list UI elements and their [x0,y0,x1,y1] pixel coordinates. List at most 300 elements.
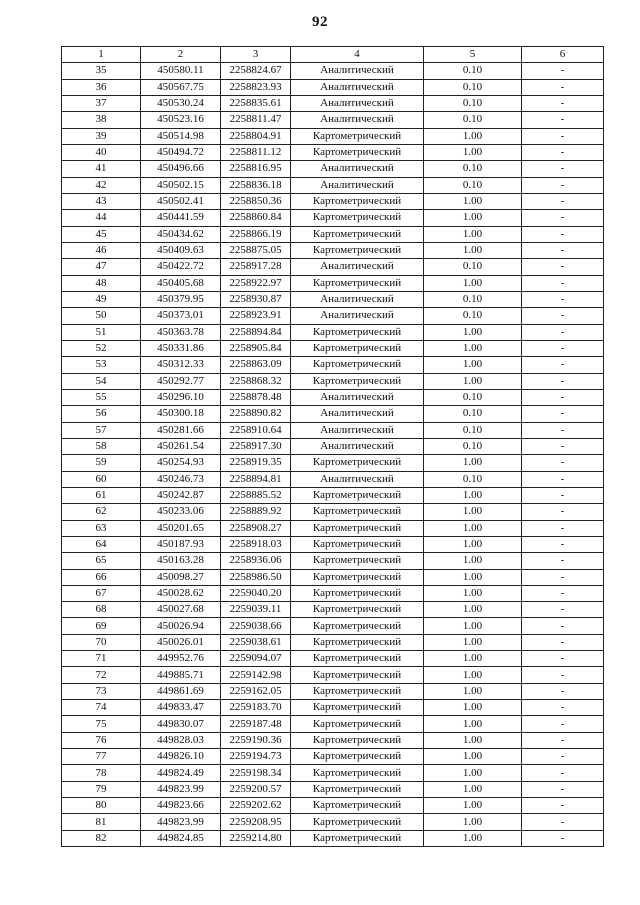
point-number-cell: 75 [62,716,141,732]
accuracy-cell: 0.10 [424,177,522,193]
accuracy-cell: 1.00 [424,324,522,340]
table-row [62,210,604,226]
method-cell: Картометрический [291,520,424,536]
x-coordinate-cell: 449885.71 [141,667,221,683]
x-coordinate-cell: 450409.63 [141,242,221,258]
x-coordinate-cell: 449824.49 [141,765,221,781]
accuracy-cell: 1.00 [424,618,522,634]
table-row [62,830,604,846]
y-coordinate-cell: 2258868.32 [221,373,291,389]
method-cell: Картометрический [291,357,424,373]
y-coordinate-cell: 2259039.11 [221,602,291,618]
note-cell: - [522,536,604,552]
method-cell: Картометрический [291,226,424,242]
note-cell: - [522,406,604,422]
table-row [62,814,604,830]
point-number-cell: 40 [62,144,141,160]
note-cell: - [522,112,604,128]
table-row [62,177,604,193]
y-coordinate-cell: 2259094.07 [221,651,291,667]
point-number-cell: 41 [62,161,141,177]
table-row [62,161,604,177]
accuracy-cell: 1.00 [424,242,522,258]
point-number-cell: 54 [62,373,141,389]
table-row [62,700,604,716]
method-cell: Аналитический [291,112,424,128]
accuracy-cell: 1.00 [424,700,522,716]
table-row [62,585,604,601]
point-number-cell: 63 [62,520,141,536]
point-number-cell: 39 [62,128,141,144]
accuracy-cell: 1.00 [424,749,522,765]
note-cell: - [522,144,604,160]
x-coordinate-cell: 450163.28 [141,553,221,569]
x-coordinate-cell: 450530.24 [141,95,221,111]
x-coordinate-cell: 450580.11 [141,63,221,79]
method-cell: Картометрический [291,569,424,585]
method-cell: Картометрический [291,373,424,389]
x-coordinate-cell: 449823.99 [141,814,221,830]
x-coordinate-cell: 450026.94 [141,618,221,634]
note-cell: - [522,455,604,471]
y-coordinate-cell: 2258908.27 [221,520,291,536]
point-number-cell: 59 [62,455,141,471]
note-cell: - [522,798,604,814]
table-row [62,308,604,324]
method-cell: Аналитический [291,471,424,487]
accuracy-cell: 0.10 [424,79,522,95]
x-coordinate-cell: 450292.77 [141,373,221,389]
point-number-cell: 36 [62,79,141,95]
y-coordinate-cell: 2258917.28 [221,259,291,275]
table-row [62,667,604,683]
accuracy-cell: 1.00 [424,340,522,356]
accuracy-cell: 0.10 [424,63,522,79]
note-cell: - [522,504,604,520]
y-coordinate-cell: 2258930.87 [221,291,291,307]
point-number-cell: 64 [62,536,141,552]
column-header: 1 [62,47,141,63]
method-cell: Картометрический [291,651,424,667]
method-cell: Аналитический [291,95,424,111]
point-number-cell: 71 [62,651,141,667]
accuracy-cell: 1.00 [424,602,522,618]
accuracy-cell: 1.00 [424,455,522,471]
note-cell: - [522,357,604,373]
note-cell: - [522,553,604,569]
point-number-cell: 81 [62,814,141,830]
accuracy-cell: 1.00 [424,732,522,748]
y-coordinate-cell: 2259038.66 [221,618,291,634]
accuracy-cell: 1.00 [424,144,522,160]
x-coordinate-cell: 450296.10 [141,389,221,405]
x-coordinate-cell: 450363.78 [141,324,221,340]
point-number-cell: 51 [62,324,141,340]
table-row [62,618,604,634]
method-cell: Аналитический [291,161,424,177]
point-number-cell: 77 [62,749,141,765]
column-header: 2 [141,47,221,63]
table-row [62,536,604,552]
table-row [62,112,604,128]
table-row [62,455,604,471]
page-number: 92 [312,14,328,30]
accuracy-cell: 1.00 [424,798,522,814]
table-row [62,226,604,242]
method-cell: Картометрический [291,749,424,765]
table-row [62,504,604,520]
y-coordinate-cell: 2258850.36 [221,193,291,209]
point-number-cell: 55 [62,389,141,405]
table-row [62,798,604,814]
accuracy-cell: 0.10 [424,389,522,405]
x-coordinate-cell: 450567.75 [141,79,221,95]
method-cell: Картометрический [291,275,424,291]
x-coordinate-cell: 450514.98 [141,128,221,144]
accuracy-cell: 0.10 [424,438,522,454]
accuracy-cell: 0.10 [424,471,522,487]
point-number-cell: 70 [62,634,141,650]
note-cell: - [522,226,604,242]
point-number-cell: 60 [62,471,141,487]
column-header: 6 [522,47,604,63]
accuracy-cell: 1.00 [424,536,522,552]
point-number-cell: 47 [62,259,141,275]
y-coordinate-cell: 2259214.80 [221,830,291,846]
point-number-cell: 68 [62,602,141,618]
accuracy-cell: 0.10 [424,112,522,128]
y-coordinate-cell: 2258811.47 [221,112,291,128]
y-coordinate-cell: 2259183.70 [221,700,291,716]
table-row [62,732,604,748]
table-row [62,553,604,569]
table-row [62,63,604,79]
point-number-cell: 80 [62,798,141,814]
x-coordinate-cell: 450254.93 [141,455,221,471]
y-coordinate-cell: 2258823.93 [221,79,291,95]
accuracy-cell: 1.00 [424,667,522,683]
y-coordinate-cell: 2258863.09 [221,357,291,373]
note-cell: - [522,291,604,307]
point-number-cell: 48 [62,275,141,291]
x-coordinate-cell: 450026.01 [141,634,221,650]
note-cell: - [522,373,604,389]
accuracy-cell: 0.10 [424,308,522,324]
method-cell: Аналитический [291,259,424,275]
x-coordinate-cell: 450261.54 [141,438,221,454]
x-coordinate-cell: 450246.73 [141,471,221,487]
table-row [62,95,604,111]
y-coordinate-cell: 2258824.67 [221,63,291,79]
y-coordinate-cell: 2258936.06 [221,553,291,569]
accuracy-cell: 1.00 [424,193,522,209]
y-coordinate-cell: 2259038.61 [221,634,291,650]
accuracy-cell: 0.10 [424,422,522,438]
x-coordinate-cell: 450312.33 [141,357,221,373]
note-cell: - [522,814,604,830]
x-coordinate-cell: 450502.15 [141,177,221,193]
method-cell: Картометрический [291,324,424,340]
note-cell: - [522,177,604,193]
x-coordinate-cell: 450028.62 [141,585,221,601]
y-coordinate-cell: 2258894.81 [221,471,291,487]
point-number-cell: 82 [62,830,141,846]
method-cell: Картометрический [291,455,424,471]
accuracy-cell: 1.00 [424,520,522,536]
method-cell: Картометрический [291,765,424,781]
table-row [62,471,604,487]
accuracy-cell: 1.00 [424,585,522,601]
note-cell: - [522,569,604,585]
point-number-cell: 42 [62,177,141,193]
y-coordinate-cell: 2259208.95 [221,814,291,830]
accuracy-cell: 1.00 [424,357,522,373]
y-coordinate-cell: 2258986.50 [221,569,291,585]
method-cell: Картометрический [291,536,424,552]
method-cell: Картометрический [291,553,424,569]
x-coordinate-cell: 450300.18 [141,406,221,422]
table-row [62,357,604,373]
note-cell: - [522,716,604,732]
point-number-cell: 57 [62,422,141,438]
x-coordinate-cell: 450494.72 [141,144,221,160]
point-number-cell: 53 [62,357,141,373]
accuracy-cell: 1.00 [424,487,522,503]
x-coordinate-cell: 450201.65 [141,520,221,536]
point-number-cell: 76 [62,732,141,748]
x-coordinate-cell: 450373.01 [141,308,221,324]
point-number-cell: 46 [62,242,141,258]
y-coordinate-cell: 2258917.30 [221,438,291,454]
x-coordinate-cell: 450331.86 [141,340,221,356]
x-coordinate-cell: 450281.66 [141,422,221,438]
method-cell: Аналитический [291,389,424,405]
note-cell: - [522,422,604,438]
x-coordinate-cell: 449823.66 [141,798,221,814]
accuracy-cell: 1.00 [424,128,522,144]
x-coordinate-cell: 450496.66 [141,161,221,177]
table-row [62,259,604,275]
x-coordinate-cell: 449830.07 [141,716,221,732]
point-number-cell: 67 [62,585,141,601]
method-cell: Картометрический [291,242,424,258]
y-coordinate-cell: 2258875.05 [221,242,291,258]
method-cell: Картометрический [291,585,424,601]
accuracy-cell: 1.00 [424,275,522,291]
y-coordinate-cell: 2258910.64 [221,422,291,438]
table-row [62,487,604,503]
table-row [62,291,604,307]
method-cell: Картометрический [291,193,424,209]
x-coordinate-cell: 449833.47 [141,700,221,716]
y-coordinate-cell: 2258889.92 [221,504,291,520]
accuracy-cell: 1.00 [424,504,522,520]
table-row [62,128,604,144]
method-cell: Картометрический [291,634,424,650]
method-cell: Картометрический [291,700,424,716]
coordinates-table [61,46,604,847]
x-coordinate-cell: 450098.27 [141,569,221,585]
y-coordinate-cell: 2258923.91 [221,308,291,324]
point-number-cell: 38 [62,112,141,128]
x-coordinate-cell: 450242.87 [141,487,221,503]
point-number-cell: 74 [62,700,141,716]
y-coordinate-cell: 2259142.98 [221,667,291,683]
method-cell: Аналитический [291,438,424,454]
note-cell: - [522,585,604,601]
x-coordinate-cell: 449828.03 [141,732,221,748]
table-row [62,242,604,258]
table-row [62,602,604,618]
accuracy-cell: 1.00 [424,765,522,781]
accuracy-cell: 1.00 [424,651,522,667]
table-row [62,406,604,422]
method-cell: Картометрический [291,798,424,814]
method-cell: Картометрический [291,504,424,520]
accuracy-cell: 0.10 [424,161,522,177]
accuracy-cell: 1.00 [424,830,522,846]
y-coordinate-cell: 2258890.82 [221,406,291,422]
x-coordinate-cell: 450422.72 [141,259,221,275]
point-number-cell: 58 [62,438,141,454]
method-cell: Картометрический [291,618,424,634]
y-coordinate-cell: 2258866.19 [221,226,291,242]
x-coordinate-cell: 449861.69 [141,683,221,699]
note-cell: - [522,161,604,177]
note-cell: - [522,618,604,634]
point-number-cell: 45 [62,226,141,242]
method-cell: Картометрический [291,732,424,748]
point-number-cell: 52 [62,340,141,356]
accuracy-cell: 0.10 [424,95,522,111]
note-cell: - [522,79,604,95]
x-coordinate-cell: 449826.10 [141,749,221,765]
table-row [62,634,604,650]
method-cell: Картометрический [291,144,424,160]
point-number-cell: 73 [62,683,141,699]
y-coordinate-cell: 2258922.97 [221,275,291,291]
note-cell: - [522,128,604,144]
note-cell: - [522,634,604,650]
column-header: 5 [424,47,522,63]
method-cell: Аналитический [291,79,424,95]
x-coordinate-cell: 450405.68 [141,275,221,291]
column-header: 3 [221,47,291,63]
accuracy-cell: 1.00 [424,716,522,732]
method-cell: Картометрический [291,830,424,846]
note-cell: - [522,389,604,405]
method-cell: Аналитический [291,308,424,324]
y-coordinate-cell: 2259190.36 [221,732,291,748]
x-coordinate-cell: 450233.06 [141,504,221,520]
accuracy-cell: 0.10 [424,291,522,307]
table-row [62,193,604,209]
accuracy-cell: 1.00 [424,553,522,569]
method-cell: Картометрический [291,781,424,797]
note-cell: - [522,324,604,340]
y-coordinate-cell: 2259198.34 [221,765,291,781]
point-number-cell: 49 [62,291,141,307]
table-row [62,781,604,797]
point-number-cell: 43 [62,193,141,209]
table-body [62,63,604,847]
point-number-cell: 79 [62,781,141,797]
note-cell: - [522,259,604,275]
note-cell: - [522,275,604,291]
x-coordinate-cell: 449823.99 [141,781,221,797]
note-cell: - [522,749,604,765]
point-number-cell: 62 [62,504,141,520]
accuracy-cell: 1.00 [424,814,522,830]
note-cell: - [522,781,604,797]
y-coordinate-cell: 2259187.48 [221,716,291,732]
y-coordinate-cell: 2258860.84 [221,210,291,226]
note-cell: - [522,210,604,226]
table-row [62,422,604,438]
note-cell: - [522,95,604,111]
table-row [62,324,604,340]
y-coordinate-cell: 2259200.57 [221,781,291,797]
table-row [62,520,604,536]
note-cell: - [522,520,604,536]
accuracy-cell: 0.10 [424,406,522,422]
table-row [62,373,604,389]
x-coordinate-cell: 450379.95 [141,291,221,307]
point-number-cell: 78 [62,765,141,781]
method-cell: Картометрический [291,210,424,226]
note-cell: - [522,63,604,79]
note-cell: - [522,765,604,781]
y-coordinate-cell: 2258894.84 [221,324,291,340]
x-coordinate-cell: 450523.16 [141,112,221,128]
y-coordinate-cell: 2258905.84 [221,340,291,356]
method-cell: Картометрический [291,602,424,618]
accuracy-cell: 1.00 [424,781,522,797]
method-cell: Аналитический [291,63,424,79]
note-cell: - [522,487,604,503]
column-header: 4 [291,47,424,63]
y-coordinate-cell: 2258878.48 [221,389,291,405]
note-cell: - [522,667,604,683]
note-cell: - [522,700,604,716]
point-number-cell: 37 [62,95,141,111]
note-cell: - [522,193,604,209]
table-row [62,438,604,454]
point-number-cell: 66 [62,569,141,585]
x-coordinate-cell: 450502.41 [141,193,221,209]
point-number-cell: 69 [62,618,141,634]
table-row [62,569,604,585]
note-cell: - [522,438,604,454]
table-row [62,79,604,95]
point-number-cell: 56 [62,406,141,422]
method-cell: Аналитический [291,422,424,438]
point-number-cell: 35 [62,63,141,79]
y-coordinate-cell: 2258804.91 [221,128,291,144]
table-row [62,765,604,781]
x-coordinate-cell: 449952.76 [141,651,221,667]
accuracy-cell: 1.00 [424,683,522,699]
point-number-cell: 65 [62,553,141,569]
y-coordinate-cell: 2258835.61 [221,95,291,111]
method-cell: Аналитический [291,406,424,422]
table-row [62,749,604,765]
y-coordinate-cell: 2258836.18 [221,177,291,193]
method-cell: Аналитический [291,177,424,193]
y-coordinate-cell: 2259194.73 [221,749,291,765]
note-cell: - [522,602,604,618]
method-cell: Картометрический [291,487,424,503]
